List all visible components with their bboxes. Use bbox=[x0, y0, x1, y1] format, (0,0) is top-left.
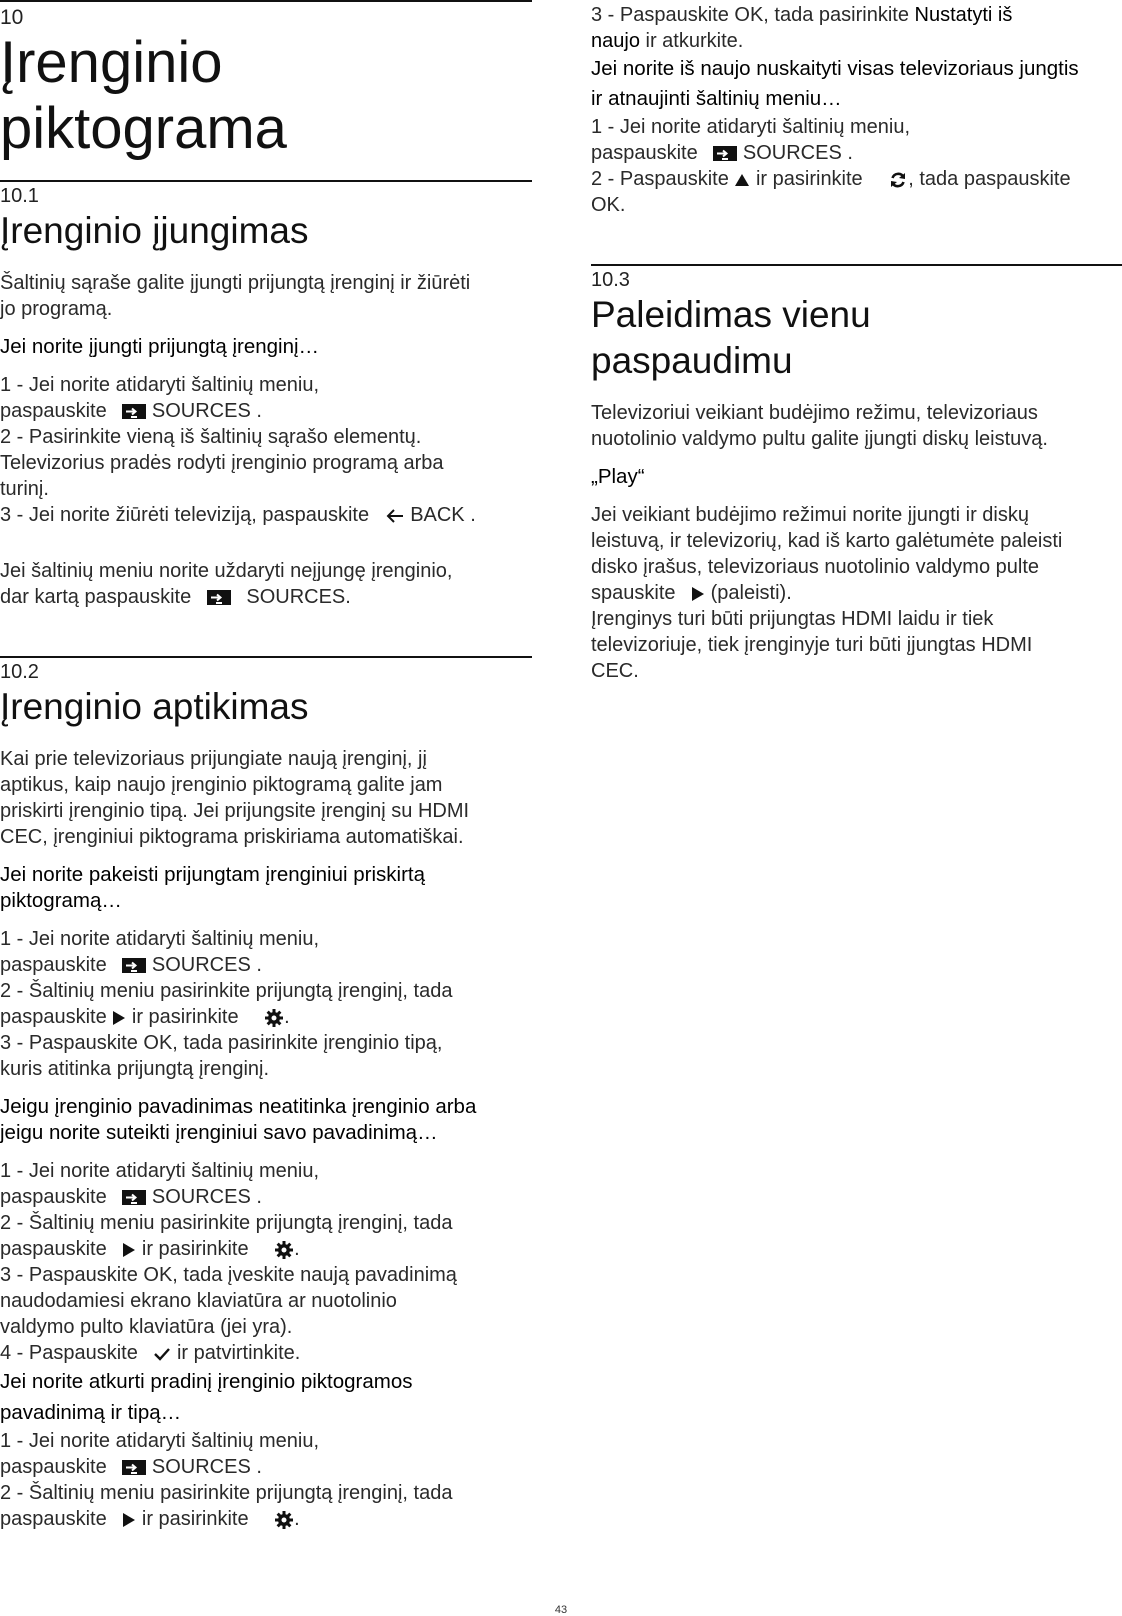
sec3-p-l4 bbox=[591, 580, 1122, 606]
sec1-step2-l3: turinį. bbox=[0, 478, 49, 500]
sources-icon bbox=[122, 958, 146, 974]
sec3-p-l6: televizoriuje, tiek įrenginyje turi būti įjungtas HDMI bbox=[591, 634, 1033, 656]
chapter-rule bbox=[0, 0, 532, 2]
play-icon bbox=[122, 1242, 136, 1258]
sec2-a1-l2: paspauskite SOURCES . bbox=[0, 954, 262, 976]
checkmark-icon bbox=[153, 1346, 171, 1362]
right-lead-l1: Jei norite iš naujo nuskaityti visas televizoriaus jungtis bbox=[591, 57, 1079, 80]
sec2-c1-l2: paspauskite SOURCES . bbox=[0, 1456, 262, 1478]
press-text: paspauskite bbox=[0, 1006, 107, 1028]
right-step1-l1: 1 - Jei norite atidaryti šaltinių meniu, bbox=[591, 116, 911, 138]
b4-text: 4 - Paspauskite bbox=[0, 1342, 138, 1364]
sec3-intro-l2: nuotolinio valdymo pultu galite įjungti diskų leistuvą. bbox=[591, 428, 1048, 450]
r3-text: 3 - Paspauskite OK, tada pasirinkite bbox=[591, 4, 909, 26]
press-text: paspauskite bbox=[0, 1238, 107, 1260]
sources-icon bbox=[122, 404, 146, 420]
section-10-1-number: 10.1 bbox=[0, 185, 39, 207]
sources-label: SOURCES bbox=[151, 1186, 251, 1208]
sec1-step2-l2: Televizorius pradės rodyti įrenginio programą arba bbox=[0, 452, 444, 474]
section-10-2-number: 10.2 bbox=[0, 661, 39, 683]
restore-text: ir atkurkite. bbox=[645, 30, 744, 52]
close-text: dar kartą paspauskite bbox=[0, 586, 192, 608]
sec1-close-l2 bbox=[0, 584, 532, 610]
sec2-lead-a-l1: Jei norite pakeisti prijungtam įrenginiui priskirtą bbox=[0, 863, 425, 886]
section-10-2-title: Įrenginio aptikimas bbox=[0, 686, 309, 727]
right-column bbox=[591, 0, 1122, 684]
sec3-intro-l1: Televizoriui veikiant budėjimo režimu, televizoriaus bbox=[591, 402, 1038, 424]
sources-icon bbox=[713, 146, 737, 162]
sec1-intro-l2: jo programą. bbox=[0, 298, 113, 320]
sources-label: SOURCES bbox=[742, 142, 842, 164]
back-arrow-icon bbox=[385, 507, 405, 525]
sec3-p-l3: disko įrašus, televizoriaus nuotolinio valdymo pulte bbox=[591, 556, 1040, 578]
sec2-a2-l1: 2 - Šaltinių meniu pasirinkite prijungtą įrenginį, tada bbox=[0, 980, 453, 1002]
section-10-1-rule bbox=[0, 180, 532, 182]
press-text: paspauskite bbox=[0, 1508, 107, 1530]
right-lead-l2: ir atnaujinti šaltinių meniu… bbox=[591, 87, 842, 110]
play-icon bbox=[122, 1512, 136, 1528]
sec2-a2-l2: paspauskite ir pasirinkite . bbox=[0, 1006, 290, 1028]
press-text: paspauskite bbox=[0, 1456, 107, 1478]
sec2-lead-c-l1: Jei norite atkurti pradinį įrenginio piktogramos bbox=[0, 1370, 413, 1393]
sec1-lead: Jei norite įjungti prijungtą įrenginį… bbox=[0, 335, 320, 358]
sec2-lead-c-l2: pavadinimą ir tipą… bbox=[0, 1401, 182, 1424]
sources-icon bbox=[122, 1460, 146, 1476]
reset-option: Nustatyti iš bbox=[914, 4, 1013, 26]
right-step3-l1 bbox=[591, 2, 1122, 28]
sources-icon bbox=[207, 590, 231, 606]
press-text: paspauskite bbox=[591, 142, 698, 164]
chapter-title bbox=[0, 30, 532, 162]
and-select-text: ir pasirinkite bbox=[141, 1238, 249, 1260]
sec2-lead-a-l2: piktogramą… bbox=[0, 889, 122, 912]
sec2-a3-l2: kuris atitinka prijungtą įrenginį. bbox=[0, 1058, 270, 1080]
step3-text: 3 - Jei norite žiūrėti televiziją, paspauskite bbox=[0, 504, 370, 526]
section-10-3-title-l1: Paleidimas vienu bbox=[591, 294, 871, 335]
sec2-c2-l2: paspauskite ir pasirinkite . bbox=[0, 1508, 300, 1530]
sec2-b3-l1: 3 - Paspauskite OK, tada įveskite naują pavadinimą bbox=[0, 1264, 457, 1286]
section-10-3-title-l2: paspaudimu bbox=[591, 340, 793, 381]
sec1-intro-l1: Šaltinių sąraše galite įjungti prijungtą įrenginį ir žiūrėti bbox=[0, 272, 471, 294]
sec2-b4 bbox=[0, 1340, 532, 1366]
sec1-step1-l2: paspauskite SOURCES . bbox=[0, 400, 262, 422]
and-select-text: ir pasirinkite bbox=[755, 168, 863, 190]
sec2-a3-l1: 3 - Paspauskite OK, tada pasirinkite įrenginio tipą, bbox=[0, 1032, 443, 1054]
reset-option-cont: naujo bbox=[591, 30, 640, 52]
sec2-b2-l1: 2 - Šaltinių meniu pasirinkite prijungtą įrenginį, tada bbox=[0, 1212, 453, 1234]
confirm-text: ir patvirtinkite. bbox=[176, 1342, 301, 1364]
right-step3-l2 bbox=[591, 28, 1122, 54]
sec2-b2-l2: paspauskite ir pasirinkite . bbox=[0, 1238, 300, 1260]
press-text: paspauskite bbox=[0, 400, 107, 422]
sec3-p-l7: CEC. bbox=[591, 660, 639, 682]
sec2-intro-l1: Kai prie televizoriaus prijungiate naują įrenginį, jį bbox=[0, 748, 427, 770]
sources-label: SOURCES bbox=[151, 954, 251, 976]
sec1-step2-l1: 2 - Pasirinkite vieną iš šaltinių sąrašo elementų. bbox=[0, 426, 422, 448]
right-step2-l1 bbox=[591, 166, 1122, 192]
section-10-1-title: Įrenginio įjungimas bbox=[0, 210, 309, 251]
sec2-c2-l1: 2 - Šaltinių meniu pasirinkite prijungtą įrenginį, tada bbox=[0, 1482, 453, 1504]
gear-icon bbox=[264, 1008, 284, 1028]
left-column bbox=[0, 0, 532, 1532]
section-10-3-number: 10.3 bbox=[591, 269, 630, 291]
sources-label: SOURCES. bbox=[246, 586, 351, 608]
section-10-3-rule bbox=[591, 264, 1122, 266]
sources-label: SOURCES bbox=[151, 400, 251, 422]
gear-icon bbox=[274, 1510, 294, 1530]
sec2-intro-l4: CEC, įrenginiui piktograma priskiriama automatiškai. bbox=[0, 826, 464, 848]
sec2-lead-b-l2: jeigu norite suteikti įrenginiui savo pavadinimą… bbox=[0, 1121, 438, 1144]
sec2-b3-l2: naudodamiesi ekrano klaviatūra ar nuotolinio bbox=[0, 1290, 397, 1312]
press-text: spauskite bbox=[591, 582, 676, 604]
sec1-close-l1: Jei šaltinių meniu norite uždaryti neįjungę įrenginio, bbox=[0, 560, 453, 582]
sec3-p-l5: Įrenginys turi būti prijungtas HDMI laidu ir tiek bbox=[591, 608, 994, 630]
sec3-play-heading: „Play“ bbox=[591, 465, 645, 488]
sec1-step3: 3 - Jei norite žiūrėti televiziją, paspauskite BACK . bbox=[0, 504, 476, 526]
sec2-b3-l3: valdymo pulto klaviatūra (jei yra). bbox=[0, 1316, 293, 1338]
page-number: 43 bbox=[554, 1604, 568, 1616]
sec2-b1-l1: 1 - Jei norite atidaryti šaltinių meniu, bbox=[0, 1160, 320, 1182]
back-label: BACK bbox=[410, 504, 465, 526]
play-icon bbox=[691, 586, 705, 602]
section-10-2-rule bbox=[0, 656, 532, 658]
play-icon bbox=[112, 1010, 126, 1026]
and-select-text: ir pasirinkite bbox=[131, 1006, 239, 1028]
and-select-text: ir pasirinkite bbox=[141, 1508, 249, 1530]
sec2-b1-l2: paspauskite SOURCES . bbox=[0, 1186, 262, 1208]
r2-text: 2 - Paspauskite bbox=[591, 168, 729, 190]
sec3-p-l2: leistuvą, ir televizorių, kad iš karto galėtumėte paleisti bbox=[591, 530, 1063, 552]
press-text: paspauskite bbox=[0, 1186, 107, 1208]
up-triangle-icon bbox=[734, 173, 750, 187]
press-text: paspauskite bbox=[0, 954, 107, 976]
right-step1-l2: paspauskite SOURCES . bbox=[591, 142, 853, 164]
right-step2-l2: OK. bbox=[591, 194, 626, 216]
sec3-p-l1: Jei veikiant budėjimo režimui norite įjungti ir diskų bbox=[591, 504, 1029, 526]
sec2-intro-l2: aptikus, kaip naujo įrenginio piktogramą galite jam bbox=[0, 774, 443, 796]
section-10-3-title bbox=[591, 292, 1122, 384]
sec2-intro-l3: priskirti įrenginio tipą. Jei prijungsite įrenginį su HDMI bbox=[0, 800, 470, 822]
chapter-title-line1: Įrenginio bbox=[0, 30, 223, 95]
sec1-step1-l1: 1 - Jei norite atidaryti šaltinių meniu, bbox=[0, 374, 320, 396]
play-text: (paleisti). bbox=[710, 582, 792, 604]
chapter-number: 10 bbox=[0, 6, 24, 29]
sec2-lead-b-l1: Jeigu įrenginio pavadinimas neatitinka įrenginio arba bbox=[0, 1095, 477, 1118]
refresh-icon bbox=[888, 170, 908, 190]
sources-icon bbox=[122, 1190, 146, 1206]
then-press-text: , tada paspauskite bbox=[908, 168, 1071, 190]
sec2-c1-l1: 1 - Jei norite atidaryti šaltinių meniu, bbox=[0, 1430, 320, 1452]
sources-label: SOURCES bbox=[151, 1456, 251, 1478]
gear-icon bbox=[274, 1240, 294, 1260]
chapter-title-line2: piktograma bbox=[0, 96, 287, 161]
sec2-a1-l1: 1 - Jei norite atidaryti šaltinių meniu, bbox=[0, 928, 320, 950]
